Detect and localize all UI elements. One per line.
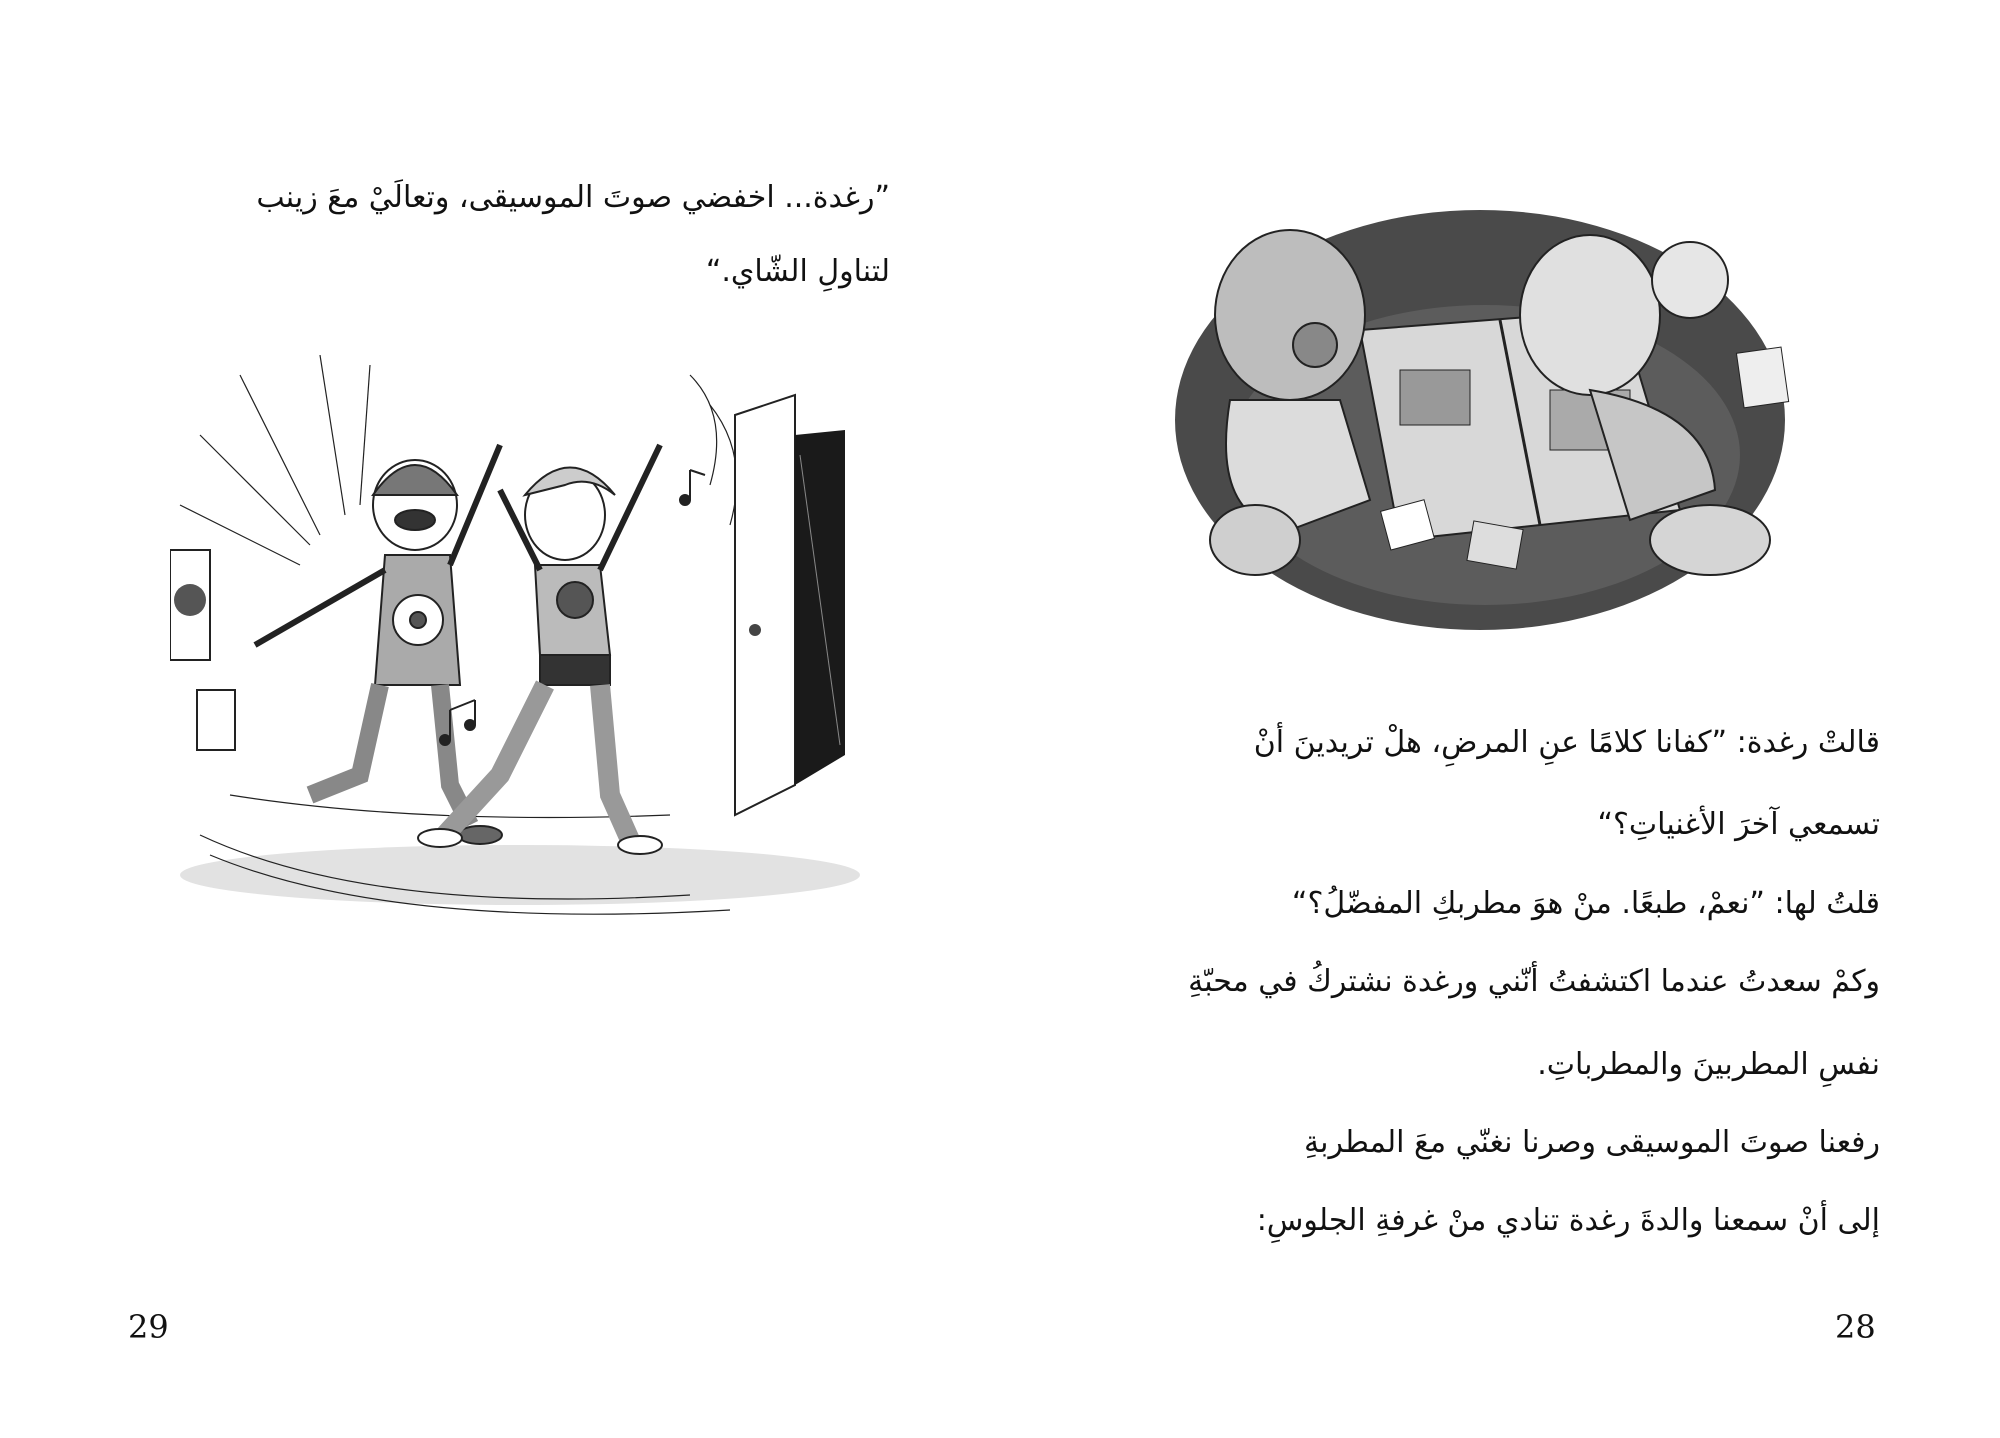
page-number: 28: [1835, 1308, 1876, 1346]
text-line: ”رغدة... اخفضي صوتَ الموسيقى، وتعالَيْ معَ زينب: [256, 180, 890, 215]
text-line: قلتُ لها: ”نعمْ، طبعًا. منْ هوَ مطربكِ المفضّلُ؟“: [1291, 886, 1880, 921]
text-line: رفعنا صوتَ الموسيقى وصرنا نغنّي معَ المطربةِ: [1304, 1125, 1880, 1160]
page-number: 29: [128, 1308, 169, 1346]
text-line: لتناولِ الشّاي.“: [705, 254, 890, 289]
text-line: إلى أنْ سمعنا والدةَ رغدة تنادي منْ غرفةِ الجلوسِ:: [1256, 1203, 1880, 1238]
text-line: تسمعي آخرَ الأغنياتِ؟“: [1597, 807, 1880, 842]
text-line: قالتْ رغدة: ”كفانا كلامًا عنِ المرضِ، هلْ تريدينَ أنْ: [1253, 725, 1880, 760]
text-line: وكمْ سعدتُ عندما اكتشفتُ أنّني ورغدة نشتركُ في محبّةِ: [1188, 964, 1880, 999]
girls-reading-album-illustration: [1170, 200, 1790, 635]
text-line: نفسِ المطربينَ والمطرباتِ.: [1537, 1047, 1880, 1082]
dancing-girls-illustration: [170, 355, 870, 930]
page-right: [1000, 0, 2000, 1438]
